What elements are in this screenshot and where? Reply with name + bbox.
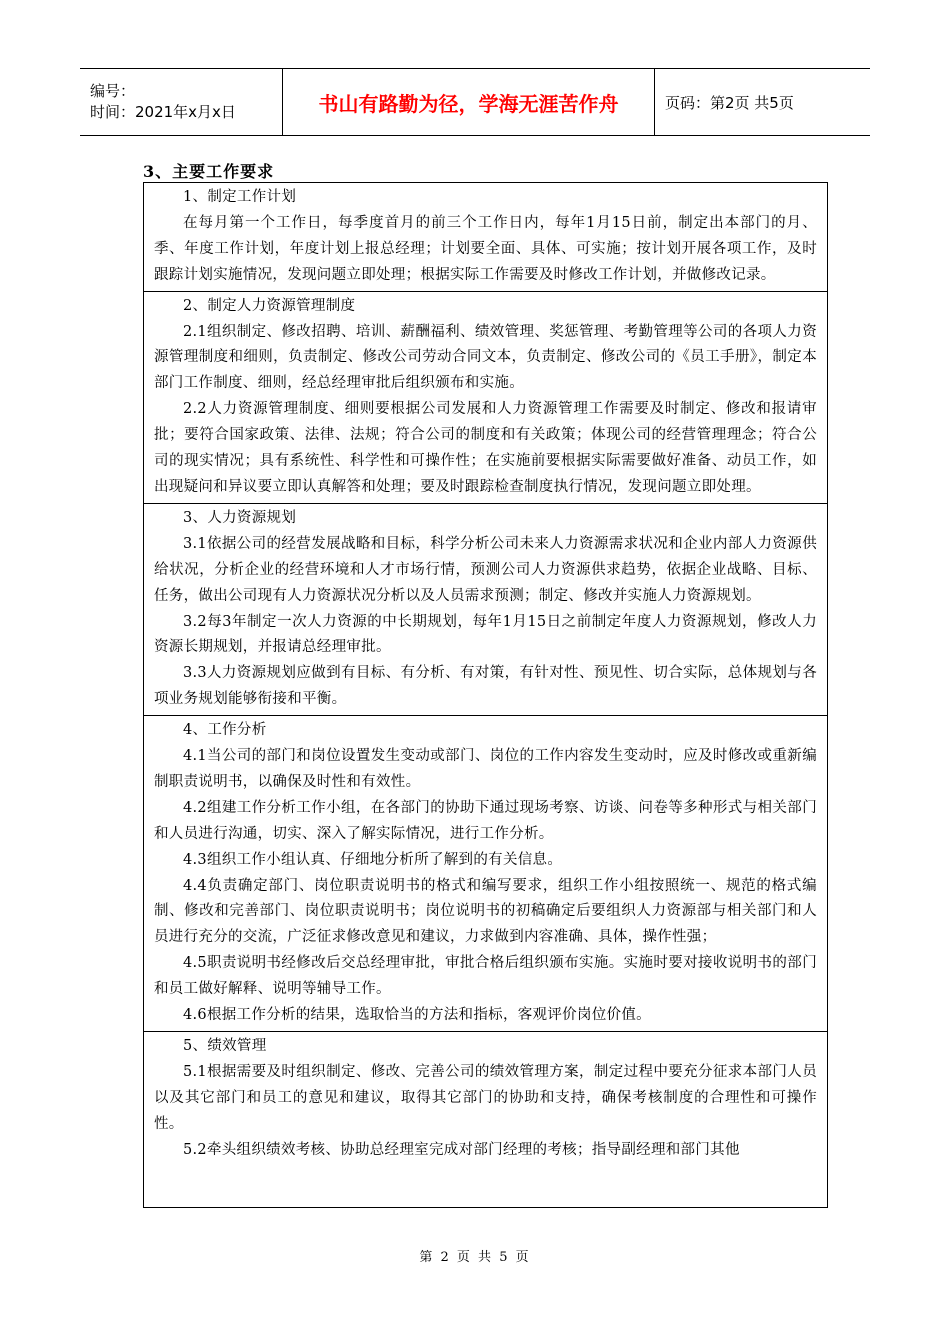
header-meta-cell: [80, 69, 283, 135]
page-footer: 第 2 页 共 5 页: [419, 1250, 531, 1265]
block-paragraph: 4.4负责确定部门、岗位职责说明书的格式和编写要求，组织工作小组按照统一、规范的格式编制、修改和完善部门、岗位职责说明书；岗位说明书的初稿确定后要组织人力资源部与相关部门和人员进行充分的交流，广泛征求修改意见和建议，力求做到内容准确、具体，操作性强；: [154, 877, 817, 946]
block-paragraph: 4.6根据工作分析的结果，选取恰当的方法和指标，客观评价岗位价值。: [183, 1007, 651, 1024]
document-time-label: 时间：2021年x月x日: [90, 103, 236, 121]
requirement-block: [144, 183, 827, 292]
block-paragraph: 5.2牵头组织绩效考核、协助总经理室完成对部门经理的考核；指导副经理和部门其他: [183, 1141, 740, 1158]
requirement-block: [144, 292, 827, 504]
requirements-table: [143, 182, 828, 1208]
block-paragraph: 3.1依据公司的经营发展战略和目标，科学分析公司未来人力资源需求状况和企业内部人力资源供给状况，分析企业的经营环境和人才市场行情，预测公司人力资源供求趋势，依据企业战略、目标、任务，做出公司现有人力资源状况分析以及人员需求预测；制定、修改并实施人力资源规划。: [154, 535, 817, 604]
header-motto-cell: [283, 69, 655, 135]
header-page-info: 页码：第2页 共5页: [665, 93, 794, 112]
block-heading: 1、制定工作计划: [183, 189, 297, 205]
block-paragraph: 3.2每3年制定一次人力资源的中长期规划，每年1月15日之前制定年度人力资源规划，修改人力资源长期规划，并报请总经理审批。: [154, 613, 817, 656]
block-paragraph: 5.1根据需要及时组织制定、修改、完善公司的绩效管理方案，制定过程中要充分征求本部门人员以及其它部门和员工的意见和建议，取得其它部门的协助和支持，确保考核制度的合理性和可操作性。: [154, 1063, 817, 1132]
section-title: 3、主要工作要求: [143, 162, 275, 181]
document-number-label: 编号：: [90, 82, 136, 100]
requirement-block: [144, 504, 827, 716]
block-heading: 4、工作分析: [183, 722, 267, 739]
block-heading: 3、人力资源规划: [183, 509, 297, 526]
block-paragraph: 4.1当公司的部门和岗位设置发生变动或部门、岗位的工作内容发生变动时，应及时修改或重新编制职责说明书，以确保及时性和有效性。: [154, 748, 817, 790]
block-paragraph: 4.2组建工作分析工作小组，在各部门的协助下通过现场考察、访谈、问卷等多种形式与相关部门和人员进行沟通，切实、深入了解实际情况，进行工作分析。: [154, 799, 817, 842]
block-paragraph: 4.3组织工作小组认真、仔细地分析所了解到的有关信息。: [183, 851, 563, 868]
block-paragraph: 4.5职责说明书经修改后交总经理审批，审批合格后组织颁布实施。实施时要对接收说明书的部门和员工做好解释、说明等辅导工作。: [154, 955, 817, 998]
header-motto: 书山有路勤为径，学海无涯苦作舟: [318, 91, 619, 116]
block-paragraph: 3.3人力资源规划应做到有目标、有分析、有对策，有针对性、预见性、切合实际，总体规划与各项业务规划能够衔接和平衡。: [154, 665, 817, 708]
page-header: [80, 68, 870, 136]
requirement-block: [144, 1032, 827, 1166]
block-paragraph: 在每月第一个工作日，每季度首月的前三个工作日内，每年1月15日前，制定出本部门的月、季、年度工作计划，年度计划上报总经理；计划要全面、具体、可实施；按计划开展各项工作，及时跟踪计划实施情况，发现问题立即处理；根据实际工作需要及时修改工作计划，并做修改记录。: [154, 214, 817, 283]
block-heading: 5、绩效管理: [183, 1038, 267, 1054]
block-paragraph: 2.1组织制定、修改招聘、培训、薪酬福利、绩效管理、奖惩管理、考勤管理等公司的各项人力资源管理制度和细则，负责制定、修改公司劳动合同文本，负责制定、修改公司的《员工手册》，制定本部门工作制度、细则，经总经理审批后组织颁布和实施。: [154, 323, 817, 392]
block-paragraph: 2.2人力资源管理制度、细则要根据公司发展和人力资源管理工作需要及时制定、修改和报请审批；要符合国家政策、法律、法规；符合公司的制度和有关政策；体现公司的经营管理理念；符合公司的现实情况；具有系统性、科学性和可操作性；在实施前要根据实际需要做好准备、动员工作，如出现疑问和异议要立即认真解答和处理；要及时跟踪检查制度执行情况，发现问题立即处理。: [154, 401, 817, 495]
block-heading: 2、制定人力资源管理制度: [183, 297, 356, 314]
requirement-block: [144, 716, 827, 1032]
header-page-cell: [655, 69, 870, 135]
